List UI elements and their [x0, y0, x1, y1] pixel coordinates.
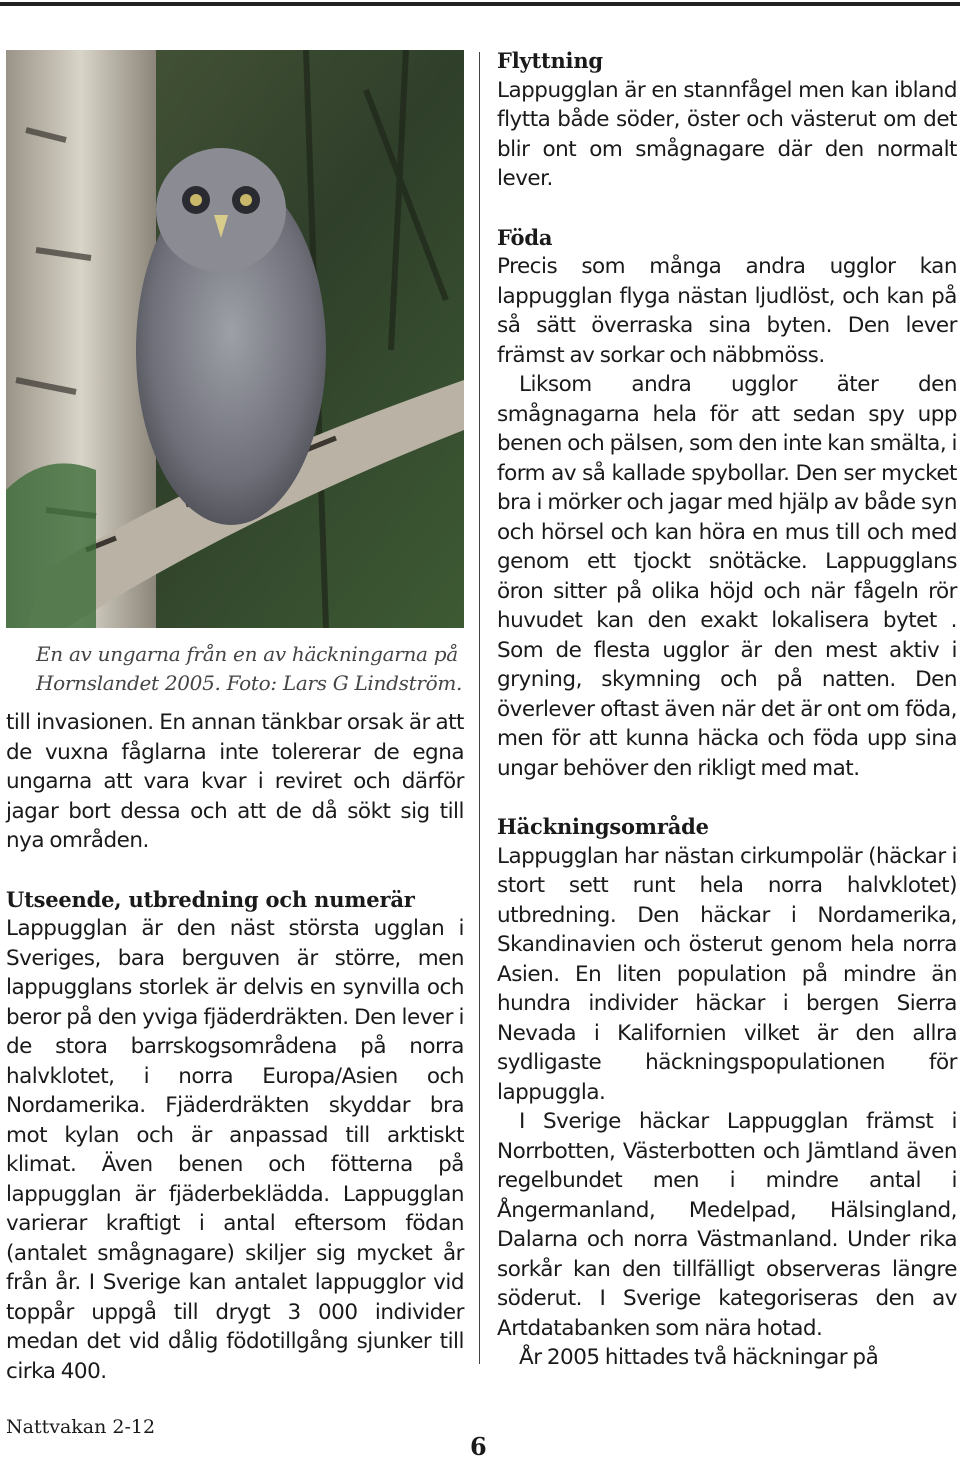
left-column	[6, 50, 464, 1386]
food-paragraph-2: Liksom andra ugglor äter den smågnagarna hela för att sedan spy upp benen och pälsen, som den inte kan smälta, i form av så kallade spybollar. Den ser mycket bra i mörker och jagar med hjälp av både syn och hörsel och kan höra en mus till och med genom ett tjockt snötäcke. Lappugglans öron sitter på olika höjd och när fågeln rör huvudet kan den exakt lokalisera bytet . Som de flesta ugglor är den mest aktiv i gryning, skymning och på natten. Den överlever oftast även när det är ont om föda, men för att kunna häcka och föda upp sina ungar behöver den rikligt med mat.	[497, 372, 957, 781]
column-divider	[479, 52, 480, 1364]
migration-paragraph: Lappugglan är en stannfågel men kan ibland flytta både söder, öster och västerut om det blir ont om smågnagare där den normalt lever.	[497, 77, 957, 191]
publication-name: Nattvakan 2-12	[6, 1416, 156, 1438]
breeding-paragraph-2: I Sverige häckar Lappugglan främst i Norrbotten, Västerbotten och Jämtland även regelbundet men i mindre antal i Ångermanland, Medelpad, Hälsingland, Dalarna och norra Västmanland. Under rika sorkår kan den tillfälligt observeras längre söderut. I Sverige kategoriseras den av Artdatabanken som nära hotad.	[497, 1109, 957, 1341]
breeding-paragraph-3: År 2005 hittades två häckningar på	[519, 1345, 879, 1370]
section-title-breeding-area: Häckningsområde	[497, 814, 709, 839]
section-title-food: Föda	[497, 224, 553, 250]
top-rule	[0, 2, 960, 6]
photo-caption: En av ungarna från en av häckningarna på Hornslandet 2005. Foto: Lars G Lindström.	[36, 642, 463, 695]
section-title-migration: Flyttning	[497, 48, 603, 73]
page-number: 6	[470, 1432, 487, 1461]
right-column	[497, 46, 957, 1373]
owl-chick-photo	[6, 50, 464, 628]
food-paragraph-1: Precis som många andra ugglor kan lappugglan flyga nästan ljudlöst, och kan på så sätt överraska sina byten. Den lever främst av sorkar och näbbmöss.	[497, 254, 957, 368]
section-title-appearance: Utseende, utbredning och numerär	[6, 886, 415, 912]
appearance-paragraph: Lappugglan är den näst största ugglan i Sveriges, bara berguven är större, men lappugglans storlek är delvis en synvilla och beror på den yviga fjäderdräkten. Den lever i de stora barrskogsområdena på norra halvklotet, i norra Europa/Asien och Nordamerika. Fjäderdräkten skyddar bra mot kylan och är anpassad till arktiskt klimat. Även benen och fötterna på lappugglan är fjäderbeklädda. Lappugglan varierar kraftigt i antal eftersom födan (antalet smågnagare) skiljer sig mycket år från år. I Sverige kan antalet lappugglor vid toppår uppgå till drygt 3 000 individer medan det vid dålig födotillgång sjunker till cirka 400.	[6, 916, 464, 1384]
continued-paragraph: till invasionen. En annan tänkbar orsak är att de vuxna fåglarna inte tolererar de egna ungarna att vara kvar i reviret och därför jagar bort dessa och att de då sökt sig till nya områden.	[6, 710, 464, 853]
breeding-paragraph-1: Lappugglan har nästan cirkumpolär (häckar i stort sett runt hela norra halvklotet) utbredning. Den häckar i Nordamerika, Skandinavien och österut genom hela norra Asien. En liten population på mindre än hundra individer häckar i bergen Sierra Nevada i Kalifornien vilket är den allra sydligaste häckningspopulationen för lappuggla.	[497, 843, 957, 1105]
